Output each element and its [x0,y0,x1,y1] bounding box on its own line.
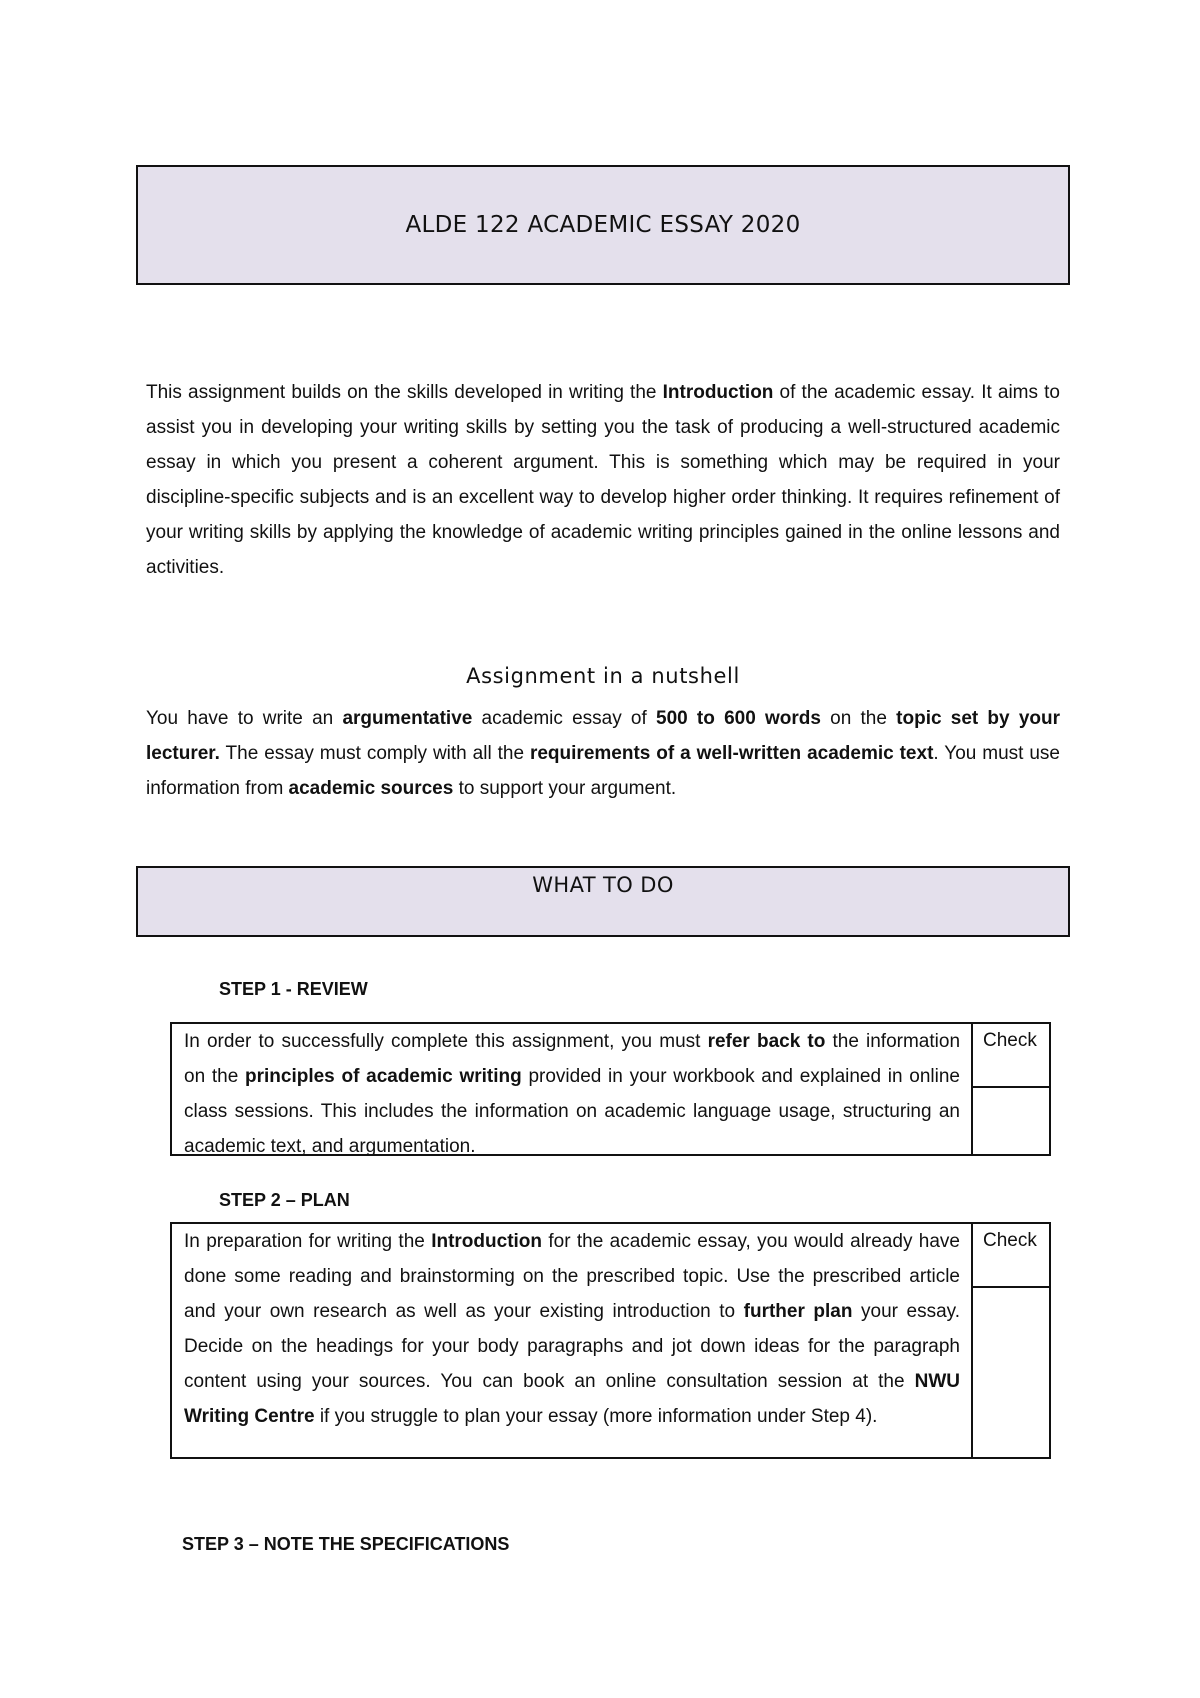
step1-bold: refer back to [707,1031,826,1052]
step1-text: provided in your workbook and explained in online class sessions. This includes the information on academic language usage, structuring an academic text, and argumentation. [184,1066,960,1157]
nutshell-bold: argumentative [342,708,473,729]
document-title: ALDE 122 ACADEMIC ESSAY 2020 [405,212,801,238]
step3-heading: STEP 3 – NOTE THE SPECIFICATIONS [182,1534,510,1554]
nutshell-bold: requirements of a well-written academic text [529,743,934,764]
intro-bold-introduction: Introduction [662,382,774,403]
nutshell-bold: academic sources [288,778,454,799]
intro-text: This assignment builds on the skills developed in writing the [146,382,663,403]
step2-text: for the academic essay, you would already have done some reading and brainstorming on the prescribed topic. Use the prescribed article and your own research as well as your existing introduction to [184,1231,960,1322]
nutshell-text: The essay must comply with all the [219,743,530,764]
nutshell-heading: Assignment in a nutshell [466,664,740,688]
nutshell-bold: 500 to 600 words [656,708,821,729]
step2-heading: STEP 2 – PLAN [219,1190,350,1210]
document-title-box [136,165,1070,285]
step1-text: In order to successfully complete this assignment, you must [184,1031,708,1052]
nutshell-text: to support your argument. [453,778,677,799]
nutshell-text: You have to write an [146,708,343,729]
nutshell-paragraph [146,701,1060,806]
what-to-do-box [136,866,1070,937]
nutshell-text: . You must use information from [146,743,1060,799]
step1-table [170,1022,1051,1156]
step2-check-label: Check [973,1224,1049,1288]
step1-heading: STEP 1 - REVIEW [219,979,368,999]
step2-text: In preparation for writing the [184,1231,432,1252]
step1-text-cell [172,1024,973,1157]
intro-paragraph [146,375,1060,585]
step2-text: your essay. Decide on the headings for your body paragraphs and jot down ideas for the paragraph content using your sources. You can book an online consultation session at the [184,1301,961,1392]
what-to-do-heading: WHAT TO DO [532,873,674,897]
step1-bold: principles of academic writing [245,1066,522,1087]
step1-check-label: Check [973,1024,1049,1088]
step1-check-box[interactable] [973,1088,1049,1154]
step2-text-cell [172,1224,973,1457]
step2-check-box[interactable] [973,1288,1049,1457]
nutshell-text: on the [820,708,897,729]
nutshell-text: academic essay of [472,708,656,729]
step1-check-column [973,1024,1049,1154]
intro-text: of the academic essay. It aims to assist you in developing your writing skills by setting you the task of producing a well-structured academic essay in which you present a coherent argument. This is something which may be required in your discipline-specific subjects and is an excellent way to develop higher order thinking. It requires refinement of your writing skills by applying the knowledge of academic writing principles gained in the online lessons and activities. [146,382,1060,578]
step2-bold: Introduction [431,1231,543,1252]
step1-text: the information on the [184,1031,961,1087]
step2-bold: further plan [743,1301,853,1322]
step2-check-column [973,1224,1049,1457]
nutshell-bold: topic set by your lecturer. [146,708,1060,764]
step2-bold: NWU Writing Centre [184,1371,960,1427]
step2-text: if you struggle to plan your essay (more information under Step 4). [314,1406,878,1427]
step2-table [170,1222,1051,1459]
